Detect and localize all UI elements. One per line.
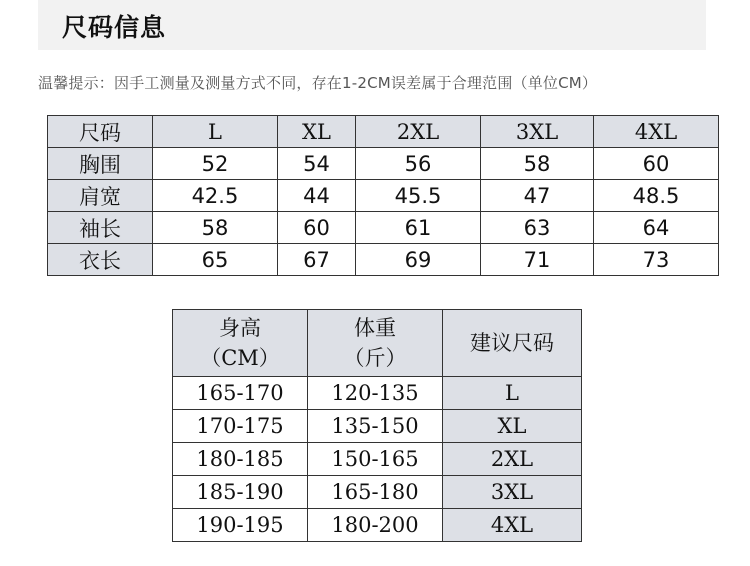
row-label: 衣长 [48, 244, 153, 276]
size-header-cell [443, 310, 582, 377]
table-row [48, 180, 719, 212]
header-line: 身高 [219, 316, 261, 340]
table-cell: 52 [153, 148, 278, 180]
row-label: 胸围 [48, 148, 153, 180]
table-cell: 48.5 [594, 180, 719, 212]
header-line: 建议尺码 [470, 331, 554, 355]
table-cell: 54 [277, 148, 355, 180]
table-cell: 69 [356, 244, 481, 276]
header-bar [38, 0, 706, 50]
weight-cell: 165-180 [308, 476, 443, 509]
table-cell: 65 [153, 244, 278, 276]
table-cell: 63 [480, 212, 593, 244]
header-line: 体重 [354, 316, 396, 340]
table-row [173, 410, 582, 443]
row-label: 袖长 [48, 212, 153, 244]
table-cell: 58 [480, 148, 593, 180]
size-recommendation-table [172, 309, 582, 542]
size-cell: 2XL [443, 443, 582, 476]
row-label: 肩宽 [48, 180, 153, 212]
weight-header-cell [308, 310, 443, 377]
size-header-cell: 4XL [594, 116, 719, 148]
height-cell: 190-195 [173, 509, 308, 542]
table-cell: 61 [356, 212, 481, 244]
table-cell: 44 [277, 180, 355, 212]
page-title: 尺码信息 [62, 13, 167, 42]
table-cell: 71 [480, 244, 593, 276]
table-row [173, 377, 582, 410]
size-cell: 3XL [443, 476, 582, 509]
height-header-cell [173, 310, 308, 377]
weight-cell: 180-200 [308, 509, 443, 542]
size-cell: XL [443, 410, 582, 443]
size-header-cell: 3XL [480, 116, 593, 148]
table-cell: 42.5 [153, 180, 278, 212]
height-cell: 180-185 [173, 443, 308, 476]
table-cell: 64 [594, 212, 719, 244]
table-cell: 60 [594, 148, 719, 180]
size-table-header-row [48, 116, 719, 148]
height-cell: 185-190 [173, 476, 308, 509]
table-row [48, 212, 719, 244]
table-cell: 73 [594, 244, 719, 276]
weight-cell: 150-165 [308, 443, 443, 476]
height-cell: 165-170 [173, 377, 308, 410]
size-cell: L [443, 377, 582, 410]
table-row [173, 443, 582, 476]
table-cell: 67 [277, 244, 355, 276]
table-cell: 45.5 [356, 180, 481, 212]
header-unit: （CM） [200, 346, 280, 370]
recommend-header-row [173, 310, 582, 377]
table-cell: 47 [480, 180, 593, 212]
measurement-note: 温馨提示：因手工测量及测量方式不同，存在1-2CM误差属于合理范围（单位CM） [38, 74, 598, 92]
size-header-cell: 尺码 [48, 116, 153, 148]
table-row [173, 476, 582, 509]
table-cell: 60 [277, 212, 355, 244]
table-row [173, 509, 582, 542]
table-row [48, 148, 719, 180]
table-cell: 58 [153, 212, 278, 244]
table-row [48, 244, 719, 276]
weight-cell: 120-135 [308, 377, 443, 410]
size-header-cell: L [153, 116, 278, 148]
size-chart-table [47, 115, 719, 276]
height-cell: 170-175 [173, 410, 308, 443]
header-unit: （斤） [343, 346, 407, 370]
table-cell: 56 [356, 148, 481, 180]
weight-cell: 135-150 [308, 410, 443, 443]
size-cell: 4XL [443, 509, 582, 542]
size-header-cell: XL [277, 116, 355, 148]
size-header-cell: 2XL [356, 116, 481, 148]
